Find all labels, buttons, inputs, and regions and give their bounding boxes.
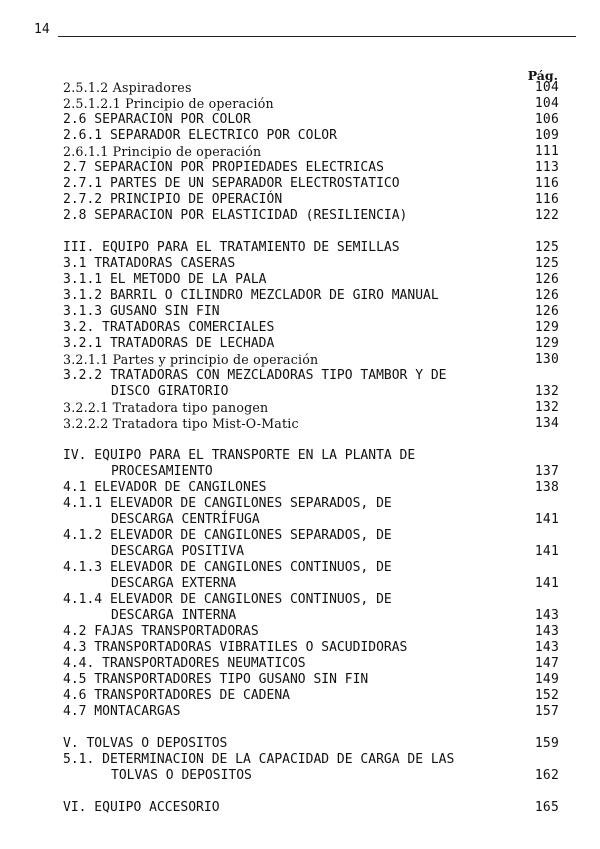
toc-entry-page: 134 bbox=[534, 416, 559, 431]
toc-entry-title: 3.2.1 TRATADORAS DE LECHADA bbox=[63, 336, 275, 351]
toc-entry bbox=[63, 80, 559, 96]
toc-entry-title: 3.2.2.1 Tratadora tipo panogen bbox=[63, 400, 269, 415]
toc-entry-page: 132 bbox=[534, 400, 559, 415]
toc-entry-title: 4.1.2 ELEVADOR DE CANGILONES SEPARADOS, DE bbox=[63, 528, 392, 543]
toc-entry-title: 3.1.3 GUSANO SIN FIN bbox=[63, 304, 220, 319]
toc-entry-page: 141 bbox=[534, 576, 559, 591]
toc-entry-page: 109 bbox=[534, 128, 559, 143]
section-gap bbox=[63, 432, 559, 448]
toc-entry-page: 143 bbox=[534, 608, 559, 623]
toc-entry bbox=[63, 352, 559, 368]
toc-entry-page: 129 bbox=[534, 320, 559, 335]
toc-entry bbox=[63, 240, 559, 256]
toc-entry-title-continuation: DESCARGA EXTERNA bbox=[111, 576, 237, 591]
toc-entry-page: 159 bbox=[534, 736, 559, 751]
toc-entry-page: 104 bbox=[534, 96, 559, 111]
toc-entry bbox=[63, 96, 559, 112]
toc-entry bbox=[63, 208, 559, 224]
toc-entry-page: 141 bbox=[534, 544, 559, 559]
toc-entry bbox=[63, 528, 559, 560]
toc-entry-title: 4.3 TRANSPORTADORAS VIBRATILES O SACUDIDORAS bbox=[63, 640, 408, 655]
toc-entry bbox=[63, 800, 559, 816]
toc-entry-title: V. TOLVAS O DEPOSITOS bbox=[63, 736, 228, 751]
page-number: 14 bbox=[34, 22, 50, 37]
toc-entry bbox=[63, 752, 559, 784]
toc-entry-title: 2.7.2 PRINCIPIO DE OPERACIÓN bbox=[63, 192, 283, 207]
toc-entry-title: 2.6 SEPARACION POR COLOR bbox=[63, 112, 251, 127]
toc-entry bbox=[63, 272, 559, 288]
toc-entry-title: 4.6 TRANSPORTADORES DE CADENA bbox=[63, 688, 290, 703]
toc-entry-page: 106 bbox=[534, 112, 559, 127]
toc-entry-title: 3.1.2 BARRIL O CILINDRO MEZCLADOR DE GIRO MANUAL bbox=[63, 288, 439, 303]
toc-entry-page: 147 bbox=[534, 656, 559, 671]
toc-entry-title-continuation: PROCESAMIENTO bbox=[111, 464, 213, 479]
toc-entry-title: 3.2.2.2 Tratadora tipo Mist-O-Matic bbox=[63, 416, 299, 431]
toc-entry bbox=[63, 704, 559, 720]
toc-entry-title: 4.7 MONTACARGAS bbox=[63, 704, 181, 719]
toc-entry-title: 3.1 TRATADORAS CASERAS bbox=[63, 256, 236, 271]
toc-entry bbox=[63, 176, 559, 192]
toc-entry-page: 138 bbox=[534, 480, 559, 495]
toc-entry-title-continuation: DESCARGA CENTRÍFUGA bbox=[111, 512, 260, 527]
toc-entry-page: 126 bbox=[534, 304, 559, 319]
toc-entry-page: 129 bbox=[534, 336, 559, 351]
toc-entry-page: 162 bbox=[534, 768, 559, 783]
toc-entry-page: 125 bbox=[534, 240, 559, 255]
table-of-contents bbox=[63, 80, 559, 816]
toc-entry-page: 152 bbox=[534, 688, 559, 703]
toc-entry bbox=[63, 368, 559, 400]
toc-entry-page: 122 bbox=[534, 208, 559, 223]
section-gap bbox=[63, 224, 559, 240]
toc-entry-title-continuation: DISCO GIRATORIO bbox=[111, 384, 229, 399]
toc-entry-page: 111 bbox=[534, 144, 559, 159]
toc-entry-title: 3.2. TRATADORAS COMERCIALES bbox=[63, 320, 275, 335]
toc-entry-title: III. EQUIPO PARA EL TRATAMIENTO DE SEMILLAS bbox=[63, 240, 400, 255]
toc-entry bbox=[63, 320, 559, 336]
toc-entry-title: 2.8 SEPARACION POR ELASTICIDAD (RESILIENCIA) bbox=[63, 208, 408, 223]
toc-entry-page: 116 bbox=[534, 176, 559, 191]
toc-entry-title: 2.7.1 PARTES DE UN SEPARADOR ELECTROSTATICO bbox=[63, 176, 400, 191]
toc-entry bbox=[63, 688, 559, 704]
toc-entry-title: 4.1 ELEVADOR DE CANGILONES bbox=[63, 480, 267, 495]
toc-entry bbox=[63, 336, 559, 352]
toc-entry bbox=[63, 400, 559, 416]
toc-entry-title: 2.5.1.2 Aspiradores bbox=[63, 80, 192, 95]
toc-entry bbox=[63, 592, 559, 624]
toc-entry bbox=[63, 160, 559, 176]
toc-entry-title: VI. EQUIPO ACCESORIO bbox=[63, 800, 220, 815]
toc-entry-title-continuation: DESCARGA POSITIVA bbox=[111, 544, 245, 559]
toc-entry bbox=[63, 256, 559, 272]
toc-entry-page: 104 bbox=[534, 80, 559, 95]
toc-entry-page: 143 bbox=[534, 624, 559, 639]
toc-entry-page: 125 bbox=[534, 256, 559, 271]
header-rule bbox=[58, 36, 576, 37]
toc-entry-title: 5.1. DETERMINACION DE LA CAPACIDAD DE CARGA DE LAS bbox=[63, 752, 455, 767]
toc-entry bbox=[63, 496, 559, 528]
toc-entry-title: 4.1.3 ELEVADOR DE CANGILONES CONTINUOS, DE bbox=[63, 560, 392, 575]
toc-entry-title: 2.6.1.1 Principio de operación bbox=[63, 144, 262, 159]
toc-entry bbox=[63, 416, 559, 432]
toc-entry-page: 130 bbox=[534, 352, 559, 367]
toc-entry bbox=[63, 640, 559, 656]
toc-entry bbox=[63, 448, 559, 480]
toc-entry bbox=[63, 288, 559, 304]
toc-entry bbox=[63, 560, 559, 592]
toc-entry-title: 2.6.1 SEPARADOR ELECTRICO POR COLOR bbox=[63, 128, 337, 143]
toc-entry bbox=[63, 624, 559, 640]
toc-entry-title: IV. EQUIPO PARA EL TRANSPORTE EN LA PLANTA DE bbox=[63, 448, 416, 463]
toc-entry-title: 2.7 SEPARACION POR PROPIEDADES ELECTRICAS bbox=[63, 160, 384, 175]
toc-entry-title-continuation: TOLVAS O DEPOSITOS bbox=[111, 768, 252, 783]
toc-entry-title: 3.2.2 TRATADORAS CON MEZCLADORAS TIPO TAMBOR Y DE bbox=[63, 368, 447, 383]
toc-entry-title: 3.1.1 EL METODO DE LA PALA bbox=[63, 272, 267, 287]
toc-entry-page: 143 bbox=[534, 640, 559, 655]
toc-entry bbox=[63, 112, 559, 128]
toc-entry-title: 4.5 TRANSPORTADORES TIPO GUSANO SIN FIN bbox=[63, 672, 369, 687]
toc-entry bbox=[63, 736, 559, 752]
toc-entry-page: 157 bbox=[534, 704, 559, 719]
toc-entry-title-continuation: DESCARGA INTERNA bbox=[111, 608, 237, 623]
toc-entry-page: 113 bbox=[534, 160, 559, 175]
toc-entry-page: 137 bbox=[534, 464, 559, 479]
section-gap bbox=[63, 720, 559, 736]
toc-entry-title: 4.1.4 ELEVADOR DE CANGILONES CONTINUOS, DE bbox=[63, 592, 392, 607]
toc-entry bbox=[63, 304, 559, 320]
toc-entry bbox=[63, 672, 559, 688]
toc-entry bbox=[63, 128, 559, 144]
toc-entry-page: 116 bbox=[534, 192, 559, 207]
toc-entry-title: 3.2.1.1 Partes y principio de operación bbox=[63, 352, 319, 367]
toc-entry-page: 141 bbox=[534, 512, 559, 527]
toc-entry-title: 2.5.1.2.1 Principio de operación bbox=[63, 96, 274, 111]
toc-entry-page: 126 bbox=[534, 288, 559, 303]
toc-entry bbox=[63, 480, 559, 496]
toc-entry-title: 4.2 FAJAS TRANSPORTADORAS bbox=[63, 624, 259, 639]
toc-entry-page: 165 bbox=[534, 800, 559, 815]
page-column-header: Pág. bbox=[527, 68, 558, 83]
toc-entry-page: 126 bbox=[534, 272, 559, 287]
section-gap bbox=[63, 784, 559, 800]
toc-entry-title: 4.4. TRANSPORTADORES NEUMATICOS bbox=[63, 656, 306, 671]
toc-entry-title: 4.1.1 ELEVADOR DE CANGILONES SEPARADOS, DE bbox=[63, 496, 392, 511]
toc-entry-page: 149 bbox=[534, 672, 559, 687]
toc-entry-page: 132 bbox=[534, 384, 559, 399]
toc-entry bbox=[63, 144, 559, 160]
toc-entry bbox=[63, 192, 559, 208]
toc-entry bbox=[63, 656, 559, 672]
